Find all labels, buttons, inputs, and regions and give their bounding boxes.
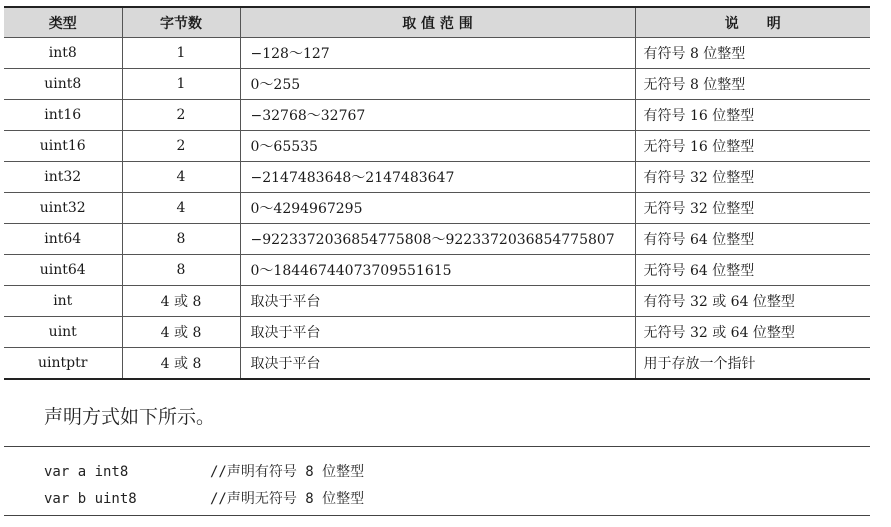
cell-bytes: 1 (122, 38, 240, 69)
cell-range: 取决于平台 (240, 317, 635, 348)
code-line (44, 461, 364, 481)
table-row (4, 162, 870, 193)
cell-type: int8 (4, 38, 122, 69)
cell-range: −128～127 (240, 38, 635, 69)
table-row (4, 255, 870, 286)
cell-description: 有符号 32 位整型 (635, 162, 870, 193)
cell-type: uint8 (4, 69, 122, 100)
cell-type: int64 (4, 224, 122, 255)
cell-type: uintptr (4, 348, 122, 380)
code-block (4, 446, 870, 516)
cell-range: 0～4294967295 (240, 193, 635, 224)
cell-range: −32768～32767 (240, 100, 635, 131)
cell-description: 无符号 64 位整型 (635, 255, 870, 286)
cell-description: 无符号 32 或 64 位整型 (635, 317, 870, 348)
table-body (4, 38, 870, 380)
cell-type: int16 (4, 100, 122, 131)
cell-bytes: 4 或 8 (122, 286, 240, 317)
table-row (4, 224, 870, 255)
table-row (4, 131, 870, 162)
integer-types-table (4, 6, 870, 380)
cell-bytes: 4 (122, 162, 240, 193)
cell-bytes: 8 (122, 255, 240, 286)
header-range: 取 值 范 围 (240, 7, 635, 38)
header-type: 类型 (4, 7, 122, 38)
cell-description: 无符号 8 位整型 (635, 69, 870, 100)
table-row (4, 69, 870, 100)
code-line (44, 488, 364, 508)
cell-range: −9223372036854775808～9223372036854775807 (240, 224, 635, 255)
cell-range: 取决于平台 (240, 286, 635, 317)
cell-description: 无符号 16 位整型 (635, 131, 870, 162)
table-row (4, 100, 870, 131)
cell-bytes: 4 (122, 193, 240, 224)
header-description: 说 明 (635, 7, 870, 38)
cell-range: 0～65535 (240, 131, 635, 162)
cell-range: 0～255 (240, 69, 635, 100)
code-statement: var b uint8 (44, 491, 137, 507)
cell-description: 有符号 32 或 64 位整型 (635, 286, 870, 317)
cell-description: 有符号 64 位整型 (635, 224, 870, 255)
cell-type: uint64 (4, 255, 122, 286)
code-statement: var a int8 (44, 464, 129, 480)
cell-range: 0～18446744073709551615 (240, 255, 635, 286)
cell-type: uint16 (4, 131, 122, 162)
code-comment: //声明无符号 8 位整型 (210, 491, 365, 507)
code-comment: //声明有符号 8 位整型 (210, 464, 365, 480)
cell-bytes: 2 (122, 100, 240, 131)
cell-range: 取决于平台 (240, 348, 635, 380)
cell-description: 有符号 16 位整型 (635, 100, 870, 131)
table-row (4, 193, 870, 224)
cell-type: uint (4, 317, 122, 348)
cell-type: int (4, 286, 122, 317)
cell-type: int32 (4, 162, 122, 193)
table-row (4, 348, 870, 380)
header-bytes: 字节数 (122, 7, 240, 38)
table-row (4, 317, 870, 348)
cell-type: uint32 (4, 193, 122, 224)
cell-bytes: 1 (122, 69, 240, 100)
cell-range: −2147483648～2147483647 (240, 162, 635, 193)
declaration-intro-text: 声明方式如下所示。 (44, 406, 216, 428)
cell-bytes: 8 (122, 224, 240, 255)
table-row (4, 286, 870, 317)
cell-description: 有符号 8 位整型 (635, 38, 870, 69)
cell-description: 用于存放一个指针 (635, 348, 870, 380)
table-header-row (4, 7, 870, 38)
cell-bytes: 4 或 8 (122, 317, 240, 348)
cell-description: 无符号 32 位整型 (635, 193, 870, 224)
table-row (4, 38, 870, 69)
cell-bytes: 2 (122, 131, 240, 162)
cell-bytes: 4 或 8 (122, 348, 240, 380)
